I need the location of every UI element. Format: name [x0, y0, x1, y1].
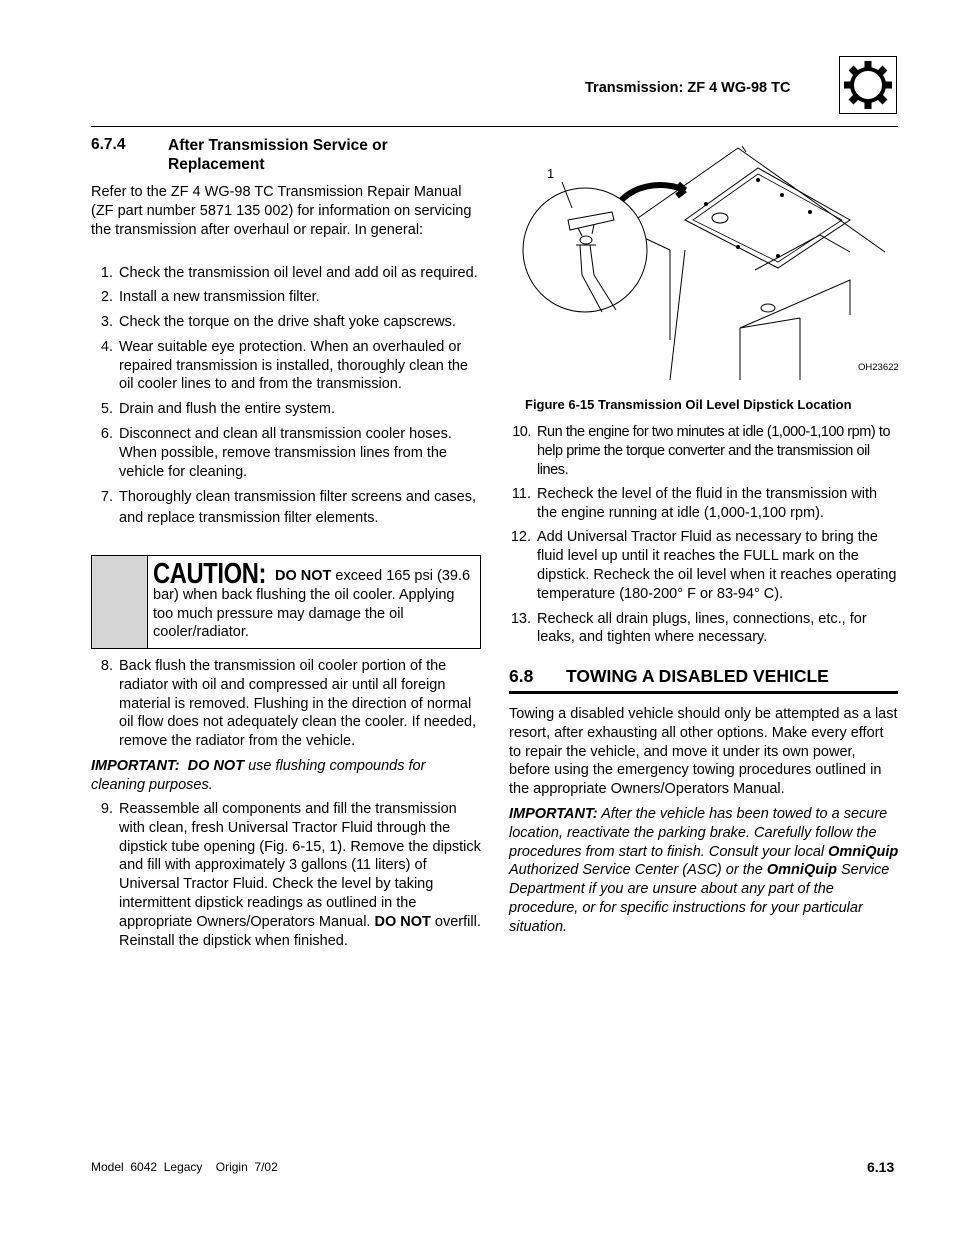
- dipstick-figure: [520, 140, 900, 385]
- steps-list-step9: [91, 800, 483, 950]
- important-note-flushing: IMPORTANT: DO NOT use flushing compounds for cleaning purposes.: [91, 758, 426, 793]
- list-item: 13. Recheck all drain plugs, lines, connections, etc., for leaks, and tighten where necessary.: [510, 610, 867, 646]
- steps-list-step8: [91, 657, 483, 751]
- list-item: 11. Recheck the level of the fluid in the transmission with the engine running at idle (1,000-1,100 rpm).: [511, 486, 878, 522]
- list-item: 7. Thoroughly clean transmission filter screens and cases, and replace transmission filter elements.: [100, 489, 477, 527]
- list-item: 1. Check the transmission oil level and add oil as required.: [100, 265, 478, 281]
- steps-list-b: [509, 423, 899, 647]
- caution-label: CAUTION:: [153, 558, 266, 590]
- list-item: 6. Disconnect and clean all transmission cooler hoses. When possible, remove transmission lines from the vehicle for cleaning.: [100, 426, 452, 480]
- list-item: 4. Wear suitable eye protection. When an overhauled or repaired transmission is installed, thoroughly clean the oil cooler lines to and from the transmission.: [100, 338, 468, 393]
- running-header-title: Transmission: ZF 4 WG-98 TC: [585, 80, 791, 96]
- list-item: 8. Back flush the transmission oil cooler portion of the radiator with oil and compressed air until all foreign material is removed. Flushing in the direction of normal oil flow does not adequately clean the cooler. If needed, remove the radiator from the vehicle.: [100, 658, 477, 750]
- section-title: After Transmission Service or Replacement: [168, 137, 388, 173]
- list-item: 3. Check the torque on the drive shaft yoke capscrews.: [100, 313, 456, 330]
- list-item: 10. Run the engine for two minutes at idle (1,000-1,100 rpm) to help prime the torque converter and the transmission oil lines.: [512, 424, 891, 478]
- footer-model-info: Model 6042 Legacy Origin 7/02: [91, 1160, 278, 1174]
- page-number: 6.13: [867, 1159, 895, 1175]
- figure-caption: Figure 6-15 Transmission Oil Level Dipstick Location: [525, 397, 852, 412]
- towing-section-number: 6.8: [509, 666, 534, 686]
- steps-list-a: [91, 264, 483, 529]
- towing-section-title: TOWING A DISABLED VEHICLE: [566, 666, 829, 686]
- towing-paragraph: Towing a disabled vehicle should only be attempted as a last resort, after exhausting all other options. Make every effort to repair the vehicle, and move it under its own power, before using the emergency towing procedures outlined in the appropriate Owners/Operators Manual.: [509, 706, 898, 798]
- intro-paragraph: Refer to the ZF 4 WG-98 TC Transmission Repair Manual (ZF part number 5871 135 002) for information on servicing the transmission after overhaul or repair. In general:: [91, 184, 472, 238]
- section-number: 6.7.4: [91, 136, 126, 153]
- caution-box: [91, 555, 481, 649]
- figure-callout-1: 1: [547, 166, 555, 181]
- gear-icon: [839, 56, 897, 114]
- list-item: 5. Drain and flush the entire system.: [100, 401, 335, 418]
- towing-heading-rule: [509, 691, 898, 694]
- list-item: 12. Add Universal Tractor Fluid as necessary to bring the fluid level up until it reaches the FULL mark on the dipstick. Recheck the oil level when it reaches operating temperature (180-200° F or 83-94° C).: [510, 529, 897, 602]
- towing-important-note: IMPORTANT: After the vehicle has been towed to a secure location, reactivate the parking brake. Carefully follow the procedures from start to finish. Consult your local OmniQuip Authorized Service Center (ASC) or the OmniQuip Service Department if you are unsure about any part of the procedure, or for specific instructions for your particular situation.: [509, 806, 899, 935]
- figure-code: OH23622: [858, 362, 899, 373]
- header-rule: [91, 126, 898, 127]
- list-item: 9. Reassemble all components and fill the transmission with clean, fresh Universal Tractor Fluid through the dipstick tube opening (Fig. 6-15, 1). Remove the dipstick and fill with approximately 3 gallons (11 liters) of Universal Tractor Fluid. Check the level by taking intermittent dipstick readings as outlined in the appropriate Owners/Operators Manual. DO NOT overfill. Reinstall the dipstick when finished.: [100, 801, 481, 949]
- list-item: 2. Install a new transmission filter.: [100, 289, 320, 306]
- caution-sidebar: [92, 556, 148, 648]
- caution-text: DO NOT exceed 165 psi (39.6 bar) when back flushing the oil cooler. Applying too much pressure may damage the oil cooler/radiator.: [153, 568, 471, 641]
